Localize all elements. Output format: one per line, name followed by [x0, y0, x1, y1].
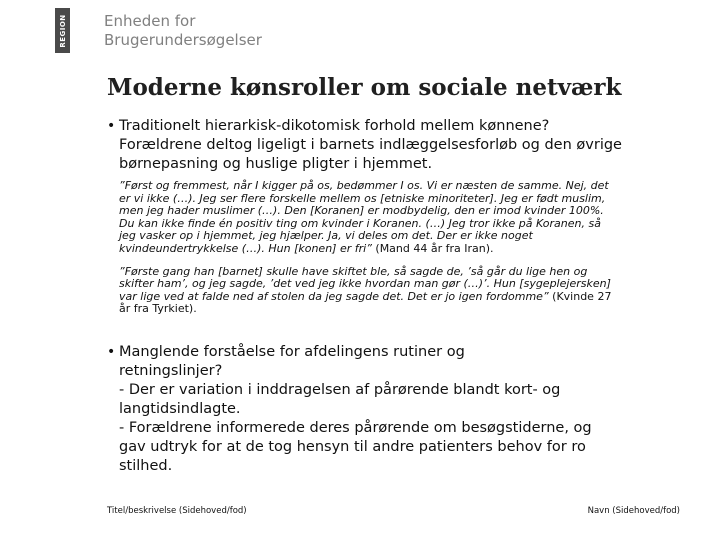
slide-title: Moderne kønsroller om sociale netværk: [107, 74, 622, 101]
bullet-icon: •: [107, 343, 116, 360]
unit-name-line2: Brugerundersøgelser: [104, 31, 262, 49]
quote-block: [119, 266, 697, 316]
bullet-text: Manglende forståelse for afdelingens rutiner og retningslinjer? - Der er variation i inddragelsen af pårørende blandt kort- og langtidsindlagte. - Forældrene informerede deres pårørende om besøgstiderne, og gav udtryk for at de tog hensyn til andre patienters behov for ro stilhed.: [119, 343, 592, 474]
region-logo-text: REGION: [58, 13, 67, 48]
region-logo: [55, 8, 70, 53]
quote-source: (Mand 44 år fra Iran).: [371, 241, 494, 255]
unit-name: [104, 12, 262, 50]
quote-block: [119, 180, 697, 256]
footer-title: Titel/beskrivelse (Sidehoved/fod): [107, 506, 247, 516]
footer-author: Navn (Sidehoved/fod): [587, 506, 680, 516]
bullet-icon: •: [107, 118, 116, 134]
quote-text: ”Først og fremmest, når I kigger på os, bedømmer I os. Vi er næsten de samme. Nej, det er vi ikke (…). Jeg ser flere forskelle mellem os [etniske minoriteter]. Jeg er født muslim, men jeg hader muslimer (…). Den [Koranen] er modbydelig, den er imod kvinder 100%. Du kan ikke finde én positiv ting om kvinder i Koranen. (…) Jeg tror ikke på Koranen, så jeg vasker op i hjemmet, jeg hjælper. Ja, vi deles om det. Der er ikke noget kvindeundertrykkelse (…). Hun [konen] er fri”: [119, 179, 609, 255]
bullet-text: Traditionelt hierarkisk-dikotomisk forhold mellem kønnene? Forældrene deltog ligeligt i barnets indlæggelsesforløb og den øvrige børnepasning og huslige pligter i hjemmet.: [119, 118, 622, 172]
bullet-item: [107, 343, 697, 476]
quote-text: ”Første gang han [barnet] skulle have skiftet ble, så sagde de, ’så går du lige hen og skifter ham’, og jeg sagde, ’det ved jeg ikke hvordan man gør (…)’. Hun [sygeplejersken] var lige ved at falde ned af stolen da jeg sagde det. Det er jo igen fordomme”: [119, 264, 611, 303]
quote-source: (Kvinde 27 år fra Tyrkiet).: [119, 289, 612, 316]
slide-content: [107, 117, 697, 476]
unit-name-line1: Enheden for: [104, 12, 196, 30]
bullet-item: [107, 117, 697, 316]
